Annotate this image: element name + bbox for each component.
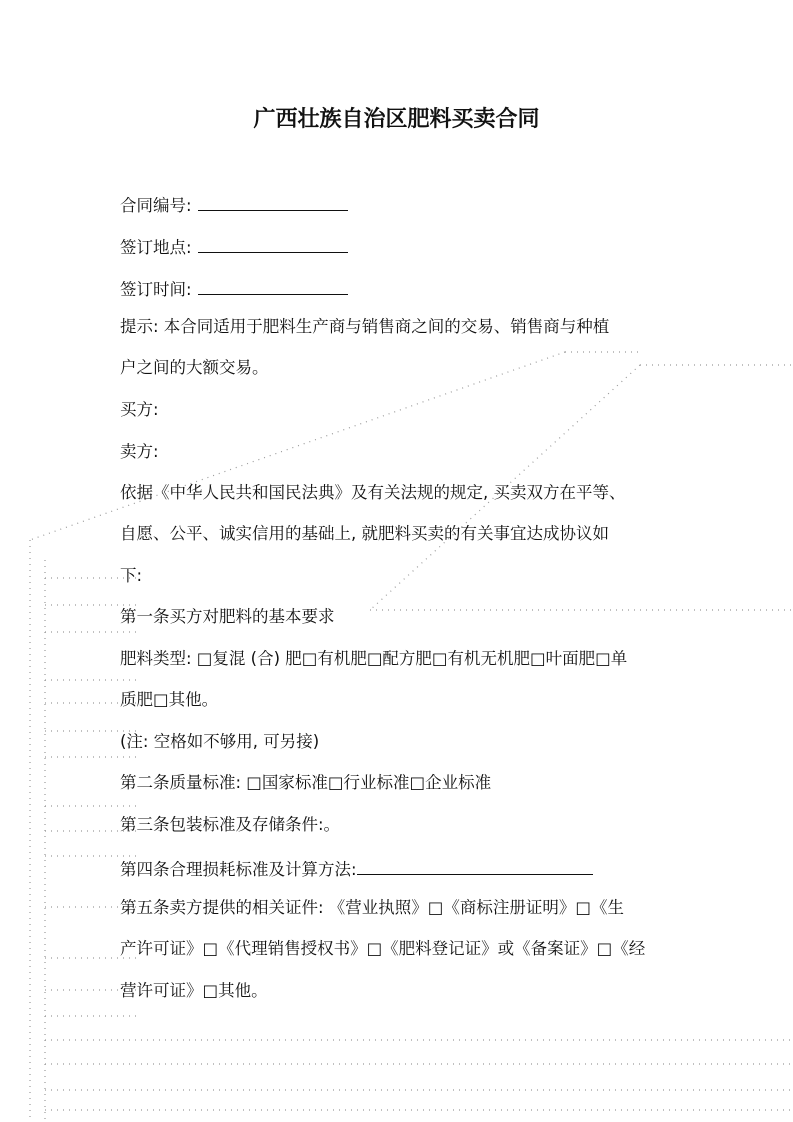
article-2: 第二条质量标准: □国家标准□行业标准□企业标准 [120, 773, 492, 792]
signing-place-label: 签订地点: [120, 238, 192, 257]
article-3: 第三条包装标准及存储条件:。 [120, 815, 341, 834]
space-note: (注: 空格如不够用, 可另接) [120, 732, 320, 751]
contract-number-blank[interactable] [198, 192, 348, 211]
fertilizer-type-line-1: 肥料类型: □复混 (合) 肥□有机肥□配方肥□有机无机肥□叶面肥□单 [120, 649, 628, 668]
article-1-title: 第一条买方对肥料的基本要求 [120, 607, 335, 626]
signing-place-row [120, 234, 348, 258]
basis-line-1: 依据《中华人民共和国民法典》及有关法规的规定, 买卖双方在平等、 [120, 483, 626, 502]
document-title: 广西壮族自治区肥料买卖合同 [253, 107, 540, 132]
contract-number-label: 合同编号: [120, 196, 192, 215]
article-5-line-2: 产许可证》□《代理销售授权书》□《肥料登记证》或《备案证》□《经 [120, 939, 646, 958]
basis-line-2: 自愿、公平、诚实信用的基础上, 就肥料买卖的有关事宜达成协议如 [120, 524, 609, 543]
article-4-label: 第四条合理损耗标准及计算方法: [120, 860, 357, 879]
article-4-row [120, 856, 593, 880]
seller-label: 卖方: [120, 442, 159, 461]
basis-line-3: 下: [120, 566, 143, 585]
article-5-line-1: 第五条卖方提供的相关证件: 《营业执照》□《商标注册证明》□《生 [120, 898, 624, 917]
tip-line-1: 提示: 本合同适用于肥料生产商与销售商之间的交易、销售商与种植 [120, 317, 610, 336]
signing-time-blank[interactable] [198, 276, 348, 295]
contract-number-row [120, 192, 348, 216]
article-4-blank[interactable] [357, 856, 593, 875]
article-5-line-3: 营许可证》□其他。 [120, 981, 268, 1000]
tip-line-2: 户之间的大额交易。 [120, 358, 269, 377]
signing-time-label: 签订时间: [120, 280, 192, 299]
buyer-label: 买方: [120, 400, 159, 419]
signing-time-row [120, 276, 348, 300]
signing-place-blank[interactable] [198, 234, 348, 253]
fertilizer-type-line-2: 质肥□其他。 [120, 690, 219, 709]
